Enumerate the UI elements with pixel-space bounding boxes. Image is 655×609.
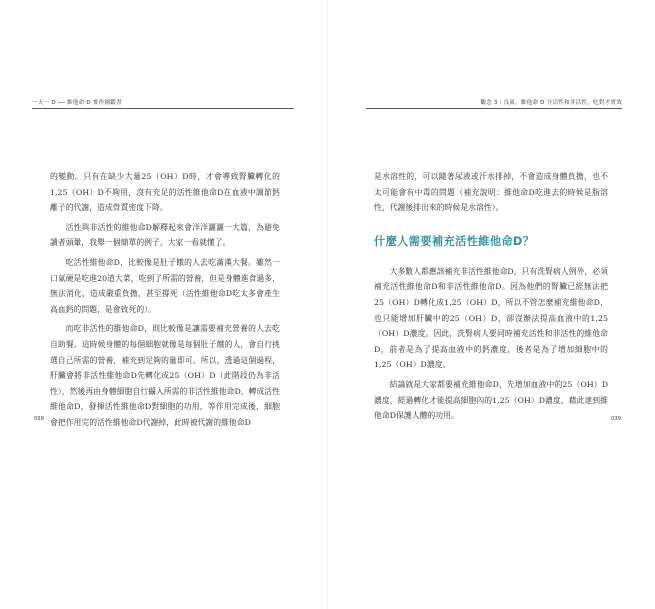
- paragraph: 吃活性維他命D，比較像是肚子餓的人去吃滿漢大餐。雖然一口氣硬是吃進20道大菜，吃到了所需的營養，但是身體進食過多，無法消化，造成嚴重負擔，甚至撐死（活性維他命D吃太多會產生高血鈣的問題，是會致死的）。: [50, 257, 280, 314]
- section-heading: 什麼人需要補充活性維他命D？: [374, 234, 535, 248]
- running-head-left: 一天一 D ── 維他命 D 實作圖鑑書: [32, 100, 122, 106]
- page-number-right: 039: [611, 416, 621, 422]
- header-rule-right: [366, 108, 622, 109]
- paragraph: 是水溶性的，可以隨著尿液或汗水排掉，不會造成身體負擔，也不太可能會有中毒的問題（補充說明：維他命D吃進去的時候是脂溶性，代謝後排出來的時候是水溶性）。: [374, 172, 608, 213]
- paragraph: 而吃非活性的維他命D，則比較像是讓需要補充營養的人去吃自助餐。這時候身體的每個細胞就像是每個肚子餓的人，會自行挑選自己所需的營養，補充到足夠的量即可。所以，透過這個過程，肝臟會將非活性維他命D先轉化成25（OH）D（此階段仍為非活性），然後再由身體細胞自行攝入所需的非活性維他命D，轉成活性維他命D，發揮活性維他命D對細胞的功用，等作用完成後，細胞會把作用完的活性維他命D代謝掉，此時被代謝的維他命D: [50, 324, 280, 427]
- running-head-right: 觀念 3｜良東，維他命 D 分活性和非活性，吃對才實效: [480, 100, 622, 106]
- left-page: [0, 0, 327, 609]
- left-body-text: [50, 169, 280, 435]
- header-rule-left: [32, 108, 294, 109]
- paragraph: 活性與非活性的維他命D解釋起來會洋洋灑灑一大篇，為避免讀者頭暈，我舉一個簡單的例子，大家一看就懂了。: [50, 222, 280, 248]
- paragraph: 大多數人都應該補充非活性維他命D，只有洗腎病人例外，必須補充活性維他命D和非活性維他命D。因為他們的腎臟已經無法把25（OH）D轉化成1,25（OH）D，所以不管怎麼補充維他命D，也只能增加肝臟中的25（OH）D，卻沒辦法提高血液中的1,25（OH）D濃度。因此，洗腎病人要同時補充活性和非活性的維他命D，前者是為了提高血液中的鈣濃度，後者是為了增加細胞中的1,25（OH）D濃度。: [374, 266, 608, 370]
- paragraph: 結論就是大家都要補充維他命D，先增加血液中的25（OH）D濃度，經過轉化才能提高細胞內的1,25（OH）D濃度，藉此達到維他命D保護人體的功用。: [374, 379, 608, 421]
- paragraph: 的變動。只有在缺少大量25（OH）D時，才會導致腎臟轉化的1,25（OH）D不夠用，沒有充足的活性維他命D在血液中調節鈣離子的代謝，造成骨質密度下降。: [50, 172, 280, 213]
- page-number-left: 038: [34, 416, 44, 422]
- right-page: [328, 0, 655, 609]
- right-body-text: [374, 169, 608, 428]
